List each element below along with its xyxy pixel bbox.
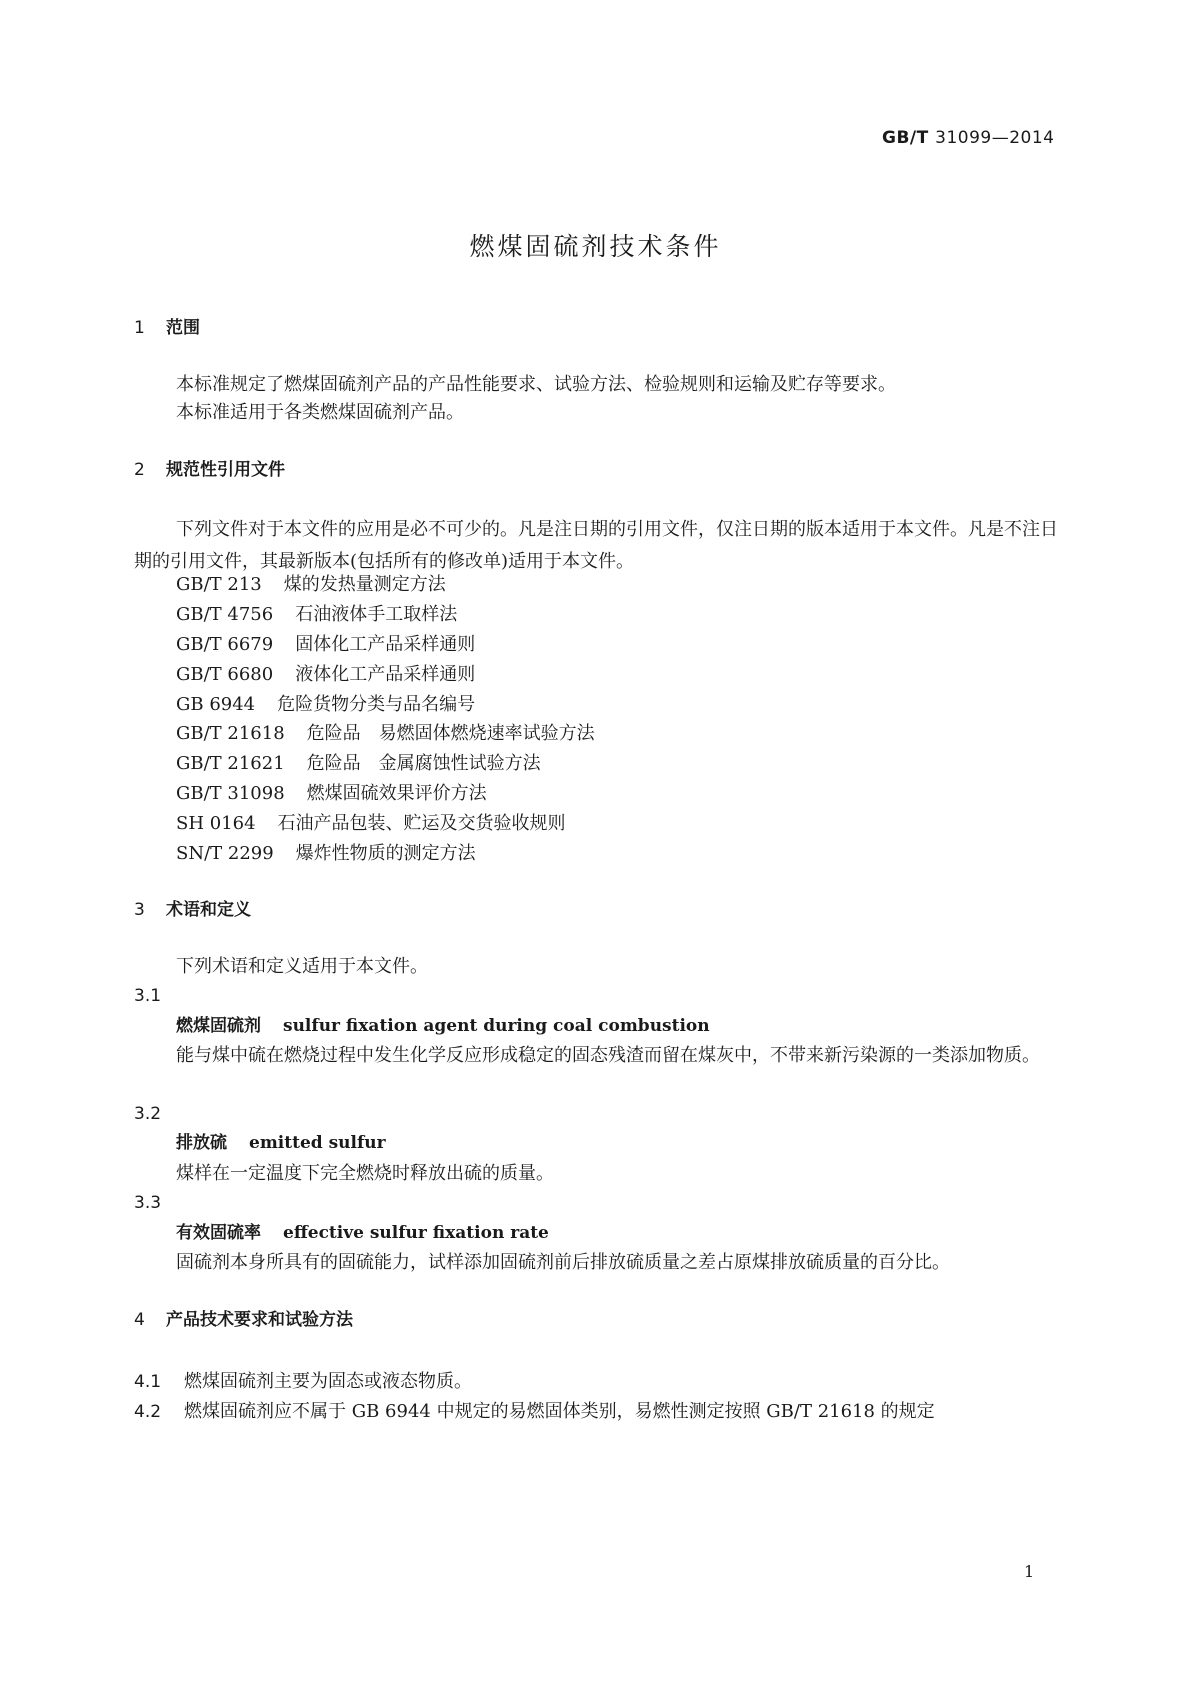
term-english: effective sulfur fixation rate <box>283 1223 549 1243</box>
reference-title: 固体化工产品采样通则 <box>295 634 476 655</box>
reference-title: 爆炸性物质的测定方法 <box>295 843 476 864</box>
scope-paragraph-1: 本标准规定了燃煤固硫剂产品的产品性能要求、试验方法、检验规则和运输及贮存等要求。 <box>176 374 896 395</box>
term-chinese: 有效固硫率 <box>176 1223 261 1243</box>
reference-item <box>176 815 566 833</box>
section-title: 产品技术要求和试验方法 <box>166 1310 353 1330</box>
standard-code-number: 31099—2014 <box>935 128 1055 148</box>
reference-title: 燃煤固硫效果评价方法 <box>306 783 487 804</box>
section-number: 4 <box>134 1310 145 1330</box>
clause-4-1 <box>134 1373 472 1391</box>
term-english: sulfur fixation agent during coal combustion <box>283 1016 710 1036</box>
standard-code-prefix: GB/T <box>882 128 929 148</box>
reference-code: SH 0164 <box>176 813 256 834</box>
reference-title: 石油产品包装、贮运及交货验收规则 <box>277 813 566 834</box>
section-heading-4 <box>134 1312 353 1329</box>
reference-title: 煤的发热量测定方法 <box>283 574 446 595</box>
term-heading <box>176 1225 549 1242</box>
term-chinese: 燃煤固硫剂 <box>176 1016 261 1036</box>
term-definition: 固硫剂本身所具有的固硫能力，试样添加固硫剂前后排放硫质量之差占原煤排放硫质量的百分比。 <box>176 1252 950 1273</box>
term-definition: 煤样在一定温度下完全燃烧时释放出硫的质量。 <box>176 1163 554 1184</box>
reference-code: GB/T 6680 <box>176 664 274 685</box>
term-english: emitted sulfur <box>249 1133 386 1153</box>
reference-item <box>176 845 476 863</box>
reference-item <box>176 755 541 773</box>
clause-text: 燃煤固硫剂应不属于 GB 6944 中规定的易燃固体类别，易燃性测定按照 GB/T 21618 的规定 <box>184 1401 935 1422</box>
section-number: 1 <box>134 318 145 338</box>
reference-code: GB/T 21618 <box>176 723 285 744</box>
reference-item <box>176 636 475 654</box>
section-number: 2 <box>134 460 145 480</box>
reference-code: GB/T 21621 <box>176 753 285 774</box>
normative-intro: 下列文件对于本文件的应用是必不可少的。凡是注日期的引用文件，仅注日期的版本适用于本文件。凡是不注日期的引用文件，其最新版本(包括所有的修改单)适用于本文件。 <box>134 519 1058 572</box>
terms-intro: 下列术语和定义适用于本文件。 <box>176 956 428 977</box>
reference-title: 危险品 易燃固体燃烧速率试验方法 <box>306 723 595 744</box>
term-heading <box>176 1135 386 1152</box>
term-number: 3.3 <box>134 1193 162 1213</box>
term-number: 3.1 <box>134 986 162 1006</box>
standard-code <box>882 130 1054 147</box>
reference-item <box>176 606 457 624</box>
section-heading-3 <box>134 902 251 919</box>
reference-item <box>176 696 475 714</box>
reference-title: 危险货物分类与品名编号 <box>277 694 476 715</box>
section-heading-2 <box>134 462 285 479</box>
document-title: 燃煤固硫剂技术条件 <box>469 232 722 261</box>
reference-code: GB/T 6679 <box>176 634 274 655</box>
reference-item <box>176 785 487 803</box>
section-title: 术语和定义 <box>166 900 251 920</box>
clause-number: 4.2 <box>134 1402 162 1422</box>
reference-code: GB 6944 <box>176 694 256 715</box>
reference-code: SN/T 2299 <box>176 843 274 864</box>
reference-title: 液体化工产品采样通则 <box>295 664 476 685</box>
reference-code: GB/T 4756 <box>176 604 274 625</box>
reference-code: GB/T 213 <box>176 574 262 595</box>
clause-number: 4.1 <box>134 1372 162 1392</box>
term-chinese: 排放硫 <box>176 1133 227 1153</box>
reference-title: 危险品 金属腐蚀性试验方法 <box>306 753 541 774</box>
term-heading <box>176 1018 710 1035</box>
reference-item <box>176 576 446 594</box>
clause-text: 燃煤固硫剂主要为固态或液态物质。 <box>184 1371 472 1392</box>
reference-code: GB/T 31098 <box>176 783 285 804</box>
reference-item <box>176 666 475 684</box>
term-number: 3.2 <box>134 1104 162 1124</box>
page-number: 1 <box>1024 1562 1035 1581</box>
scope-paragraph-2: 本标准适用于各类燃煤固硫剂产品。 <box>176 402 464 423</box>
section-number: 3 <box>134 900 145 920</box>
section-title: 范围 <box>166 318 200 338</box>
clause-4-2 <box>134 1403 935 1421</box>
reference-title: 石油液体手工取样法 <box>295 604 458 625</box>
section-title: 规范性引用文件 <box>166 460 285 480</box>
section-heading-1 <box>134 320 200 337</box>
term-definition: 能与煤中硫在燃烧过程中发生化学反应形成稳定的固态残渣而留在煤灰中，不带来新污染源的一类添加物质。 <box>176 1045 1040 1066</box>
reference-item <box>176 725 595 743</box>
